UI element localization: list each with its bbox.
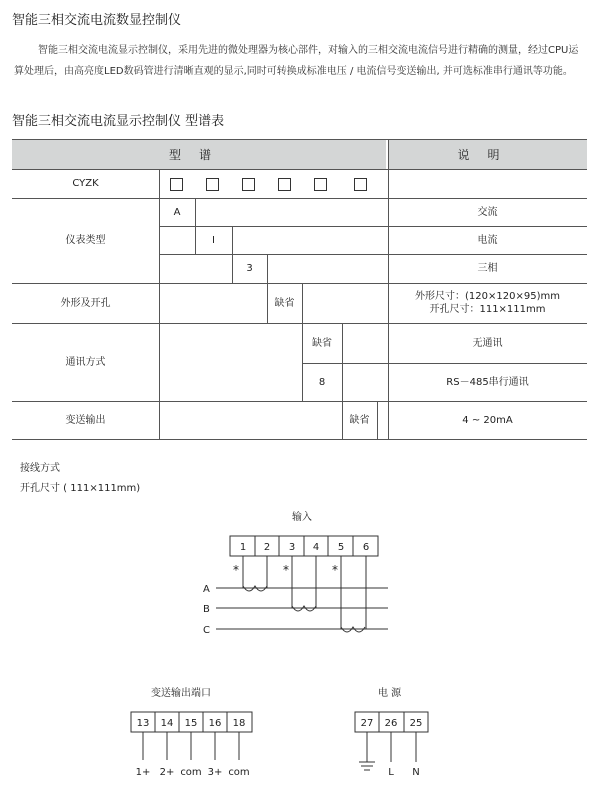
transmit-terminal-16: 16 [208, 718, 222, 729]
desc-three-phase: 三相 [477, 263, 498, 274]
default-shape: 缺省 [274, 297, 295, 309]
transmit-pin-2plus: 2+ [159, 767, 175, 778]
label-shape: 外形及开孔 [60, 297, 111, 309]
desc-ac: 交流 [477, 206, 498, 218]
transmit-pin-com2: com [228, 767, 250, 778]
default-comm: 缺省 [312, 337, 332, 349]
ct-a-leads [243, 556, 267, 588]
input-label: 输入 [292, 512, 312, 523]
phase-a-label: A [203, 584, 210, 595]
input-terminal-6: 6 [362, 542, 370, 553]
default-transmit: 缺省 [349, 414, 370, 426]
transmit-terminal-15: 15 [184, 718, 198, 729]
table-title: 智能三相交流电流显示控制仪 型谱表 [12, 114, 225, 129]
power-pin-l: L [388, 767, 394, 778]
model-code: CYZK [72, 178, 99, 189]
ground-icon [359, 762, 375, 770]
power-pin-n: N [412, 767, 420, 778]
phase-b-label: B [203, 604, 210, 615]
desc-transmit: 4 ~ 20mA [462, 414, 513, 426]
desc-current: 电流 [477, 234, 498, 246]
power-label: 电 源 [378, 688, 402, 699]
page-title: 智能三相交流电流数显控制仪 [12, 13, 182, 28]
power-terminal-27: 27 [360, 718, 374, 729]
phase-c-label: C [203, 625, 210, 636]
code-8: 8 [318, 376, 326, 388]
transmit-pin-1plus: 1+ [135, 767, 151, 778]
transmit-terminal-14: 14 [160, 718, 174, 729]
power-leads [367, 732, 416, 762]
polarity-mark: * [233, 563, 239, 577]
power-terminal-25: 25 [409, 718, 423, 729]
header-model: 型谱 [12, 139, 386, 169]
label-transmit: 变送输出 [65, 414, 106, 426]
polarity-mark: * [332, 563, 338, 577]
code-i: I [212, 234, 215, 246]
desc-no-comm: 无通讯 [472, 337, 503, 349]
transmit-terminal-13: 13 [136, 718, 150, 729]
input-terminal-4: 4 [312, 542, 320, 553]
input-terminal-1: 1 [239, 542, 247, 553]
desc-rs485: RS－485串行通讯 [446, 376, 529, 388]
transmit-pin-3plus: 3+ [207, 767, 223, 778]
code-3: 3 [246, 263, 253, 274]
ct-b-leads [292, 556, 316, 608]
input-terminal-strip [230, 536, 378, 556]
desc-shape-size: 外形尺寸：(120×120×95)mm [415, 291, 560, 302]
code-a: A [173, 206, 181, 218]
power-terminal-26: 26 [384, 718, 398, 729]
transmit-pin-com1: com [180, 767, 202, 778]
label-instrument-type: 仪表类型 [65, 235, 106, 246]
intro-paragraph: 智能三相交流电流显示控制仪，采用先进的微处理器为核心部件，对输入的三相交流电流信号进行精确的测量，经过CPU运算处理后，由高亮度LED数码管进行清晰直观的显示,同时可转换成标准电压 / 电流信号变送输出, 并可选标准串行通讯等功能。 [14, 45, 579, 77]
input-terminal-2: 2 [263, 542, 271, 553]
transmit-port-label: 变送输出端口 [151, 688, 211, 699]
polarity-mark: * [283, 563, 289, 577]
cutout-size: 开孔尺寸 ( 111×111mm) [20, 483, 141, 494]
header-description: 说明 [388, 139, 587, 169]
transmit-terminal-18: 18 [232, 718, 246, 729]
input-terminal-5: 5 [337, 542, 345, 553]
desc-shape-cutout: 开孔尺寸：111×111mm [429, 304, 546, 315]
transmit-leads [143, 732, 239, 760]
input-terminal-3: 3 [288, 542, 296, 553]
label-comm: 通讯方式 [65, 356, 106, 368]
wiring-heading: 接线方式 [20, 463, 60, 474]
ct-c-leads [341, 556, 366, 629]
